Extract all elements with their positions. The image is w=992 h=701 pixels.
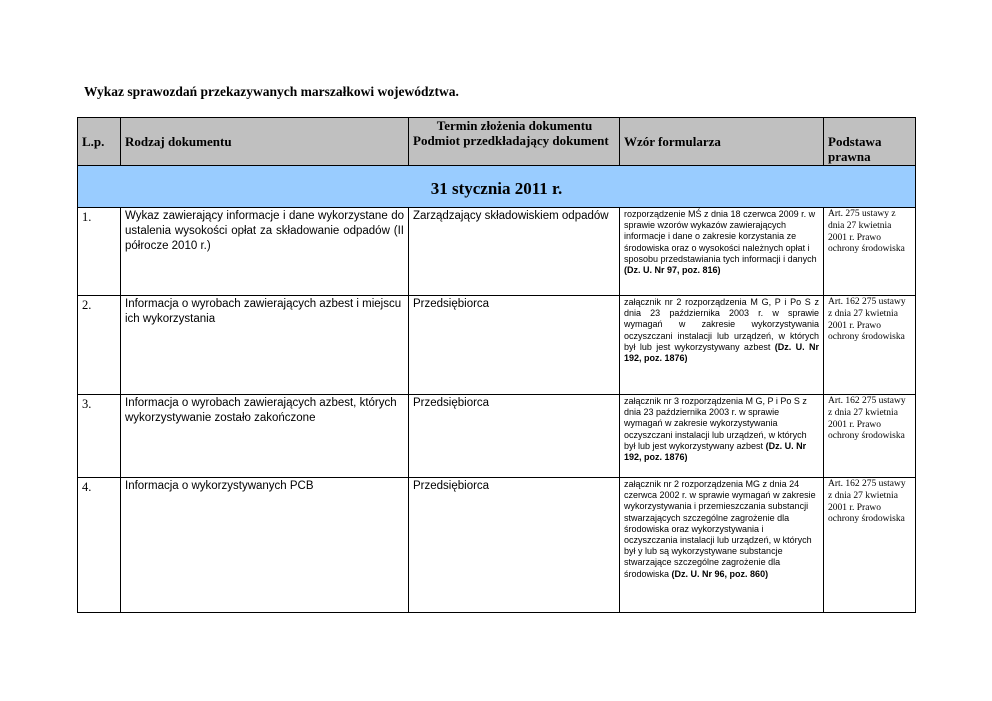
form-template: załącznik nr 2 rozporządzenia MG z dnia 24 czerwca 2002 r. w sprawie wymagań w zakresie wykorzystywania i przemieszczania substancji stwarzających szczególne zagrożenie dla środowiska oraz wykorzystywania i oczyszczania instalacji lub urządzeń, w których był y lub są wykorzystywane substancje stwarzające szczególne zagrożenie dla środowiska (Dz. U. Nr 96, poz. 860) [620,478,824,613]
reports-table [77,117,916,613]
submitting-entity: Przedsiębiorca [409,395,620,478]
form-template: rozporządzenie MŚ z dnia 18 czerwca 2009 r. w sprawie wzorów wykazów zawierających informacje i dane o zakresie korzystania ze środowiska oraz o wysokości należnych opłat i sposobu przedstawiania tych informacji i danych (Dz. U. Nr 97, poz. 816) [620,208,824,296]
form-reference: (Dz. U. Nr 192, poz. 1876) [624,341,819,364]
header-deadline-group: Termin złożenia dokumentu [436,118,593,133]
table-row [78,478,916,613]
legal-basis: Art. 162 275 ustawy z dnia 27 kwietnia 2001 r. Prawo ochrony środowiska [824,478,916,613]
header-legal-basis: Podstawa prawna [824,118,916,166]
header-subject-cell [409,118,620,166]
document-type: Informacja o wykorzystywanych PCB [121,478,409,613]
legal-basis: Art. 162 275 ustawy z dnia 27 kwietnia 2001 r. Prawo ochrony środowiska [824,296,916,395]
form-reference: (Dz. U. Nr 192, poz. 1876) [624,440,807,463]
submitting-entity: Zarządzający składowiskiem odpadów [409,208,620,296]
header-form-template: Wzór formularza [620,118,824,166]
form-template: załącznik nr 2 rozporządzenia M G, P i Po S z dnia 23 października 2003 r. w sprawie wymagań w zakresie wykorzystywania oczyszczani instalacji lub urządzeń, w których był lub jest wykorzystywany azbest (Dz. U. Nr 192, poz. 1876) [620,296,824,395]
deadline-date: 31 stycznia 2011 r. [78,166,916,208]
submitting-entity: Przedsiębiorca [409,296,620,395]
date-row [78,166,916,208]
row-number: 3. [78,395,121,478]
header-document-type: Rodzaj dokumentu [121,118,409,166]
header-submitting-entity: Podmiot przedkładający dokument [413,133,609,148]
legal-basis: Art. 275 ustawy z dnia 27 kwietnia 2001 r. Prawo ochrony środowiska [824,208,916,296]
table-row [78,296,916,395]
legal-basis: Art. 162 275 ustawy z dnia 27 kwietnia 2001 r. Prawo ochrony środowiska [824,395,916,478]
page-title: Wykaz sprawozdań przekazywanych marszałkowi województwa. [84,84,459,99]
row-number: 1. [78,208,121,296]
row-number: 2. [78,296,121,395]
header-row [78,118,916,166]
table-row [78,208,916,296]
document-type: Informacja o wyrobach zawierających azbest i miejscu ich wykorzystania [121,296,409,395]
form-reference: (Dz. U. Nr 97, poz. 816) [624,265,721,276]
document-type: Wykaz zawierający informacje i dane wykorzystane do ustalenia wysokości opłat za składowanie odpadów (II półrocze 2010 r.) [121,208,409,296]
submitting-entity: Przedsiębiorca [409,478,620,613]
table-row [78,395,916,478]
form-template: załącznik nr 3 rozporządzenia M G, P i Po S z dnia 23 października 2003 r. w sprawie wymagań w zakresie wykorzystywania oczyszczani instalacji lub urządzeń, w których był lub jest wykorzystywany azbest (Dz. U. Nr 192, poz. 1876) [620,395,824,478]
form-reference: (Dz. U. Nr 96, poz. 860) [671,568,769,579]
row-number: 4. [78,478,121,613]
header-lp: L.p. [78,118,121,166]
document-type: Informacja o wyrobach zawierających azbest, których wykorzystywanie zostało zakończone [121,395,409,478]
